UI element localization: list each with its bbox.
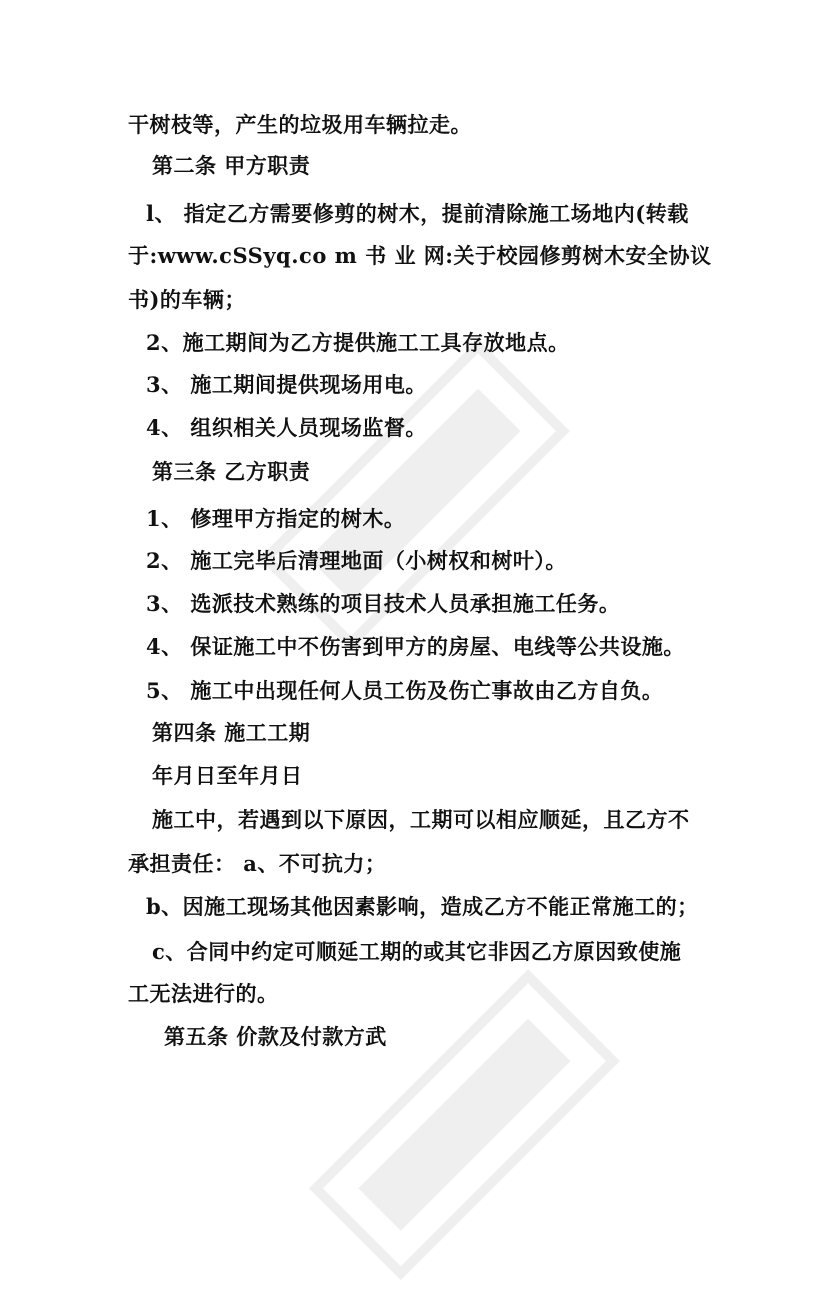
delay-clause-item-c-line-2: 工无法进行的。 <box>128 981 279 1006</box>
construction-period: 年月日至年月日 <box>152 763 303 788</box>
party-b-item-2: 2、 施工完毕后清理地面（小树权和树叶）。 <box>146 548 567 573</box>
section-heading-5: 第五条 价款及付款方武 <box>164 1024 387 1049</box>
watermark-bottom-graphic <box>281 913 677 1309</box>
party-b-item-1: 1、 修理甲方指定的树木。 <box>146 506 406 531</box>
section-heading-2: 第二条 甲方职责 <box>152 153 311 178</box>
party-a-item-1-line-2: 于:www.cSSyq.co m 书 业 网:关于校园修剪树木安全协议 <box>128 243 712 268</box>
party-a-item-4: 4、 组织相关人员现场监督。 <box>146 415 427 440</box>
party-a-item-2: 2、施工期间为乙方提供施工工具存放地点。 <box>146 330 570 355</box>
line-continuation: 干树枝等，产生的垃圾用车辆拉走。 <box>128 112 472 137</box>
party-a-item-1-line-1: l、 指定乙方需要修剪的树木，提前清除施工场地内(转载 <box>146 201 689 226</box>
party-a-item-1-line-3: 书)的车辆； <box>128 287 246 312</box>
watermark-bottom <box>281 913 680 1311</box>
party-b-item-3: 3、 选派技术熟练的项目技术人员承担施工任务。 <box>146 591 621 616</box>
delay-clause-line-2: 承担责任： a、不可抗力； <box>128 851 387 876</box>
section-heading-4: 第四条 施工工期 <box>152 720 311 745</box>
section-heading-3: 第三条 乙方职责 <box>152 459 311 484</box>
party-a-item-3: 3、 施工期间提供现场用电。 <box>146 372 427 397</box>
delay-clause-line-1: 施工中，若遇到以下原因，工期可以相应顺延，且乙方不 <box>152 807 690 832</box>
party-b-item-4: 4、 保证施工中不伤害到甲方的房屋、电线等公共设施。 <box>146 634 685 659</box>
delay-clause-item-b: b、因施工现场其他因素影响，造成乙方不能正常施工的； <box>146 894 699 919</box>
party-b-item-5: 5、 施工中出现任何人员工伤及伤亡事故由乙方自负。 <box>146 678 664 703</box>
delay-clause-item-c-line-1: c、合同中约定可顺延工期的或其它非因乙方原因致使施 <box>152 939 682 964</box>
